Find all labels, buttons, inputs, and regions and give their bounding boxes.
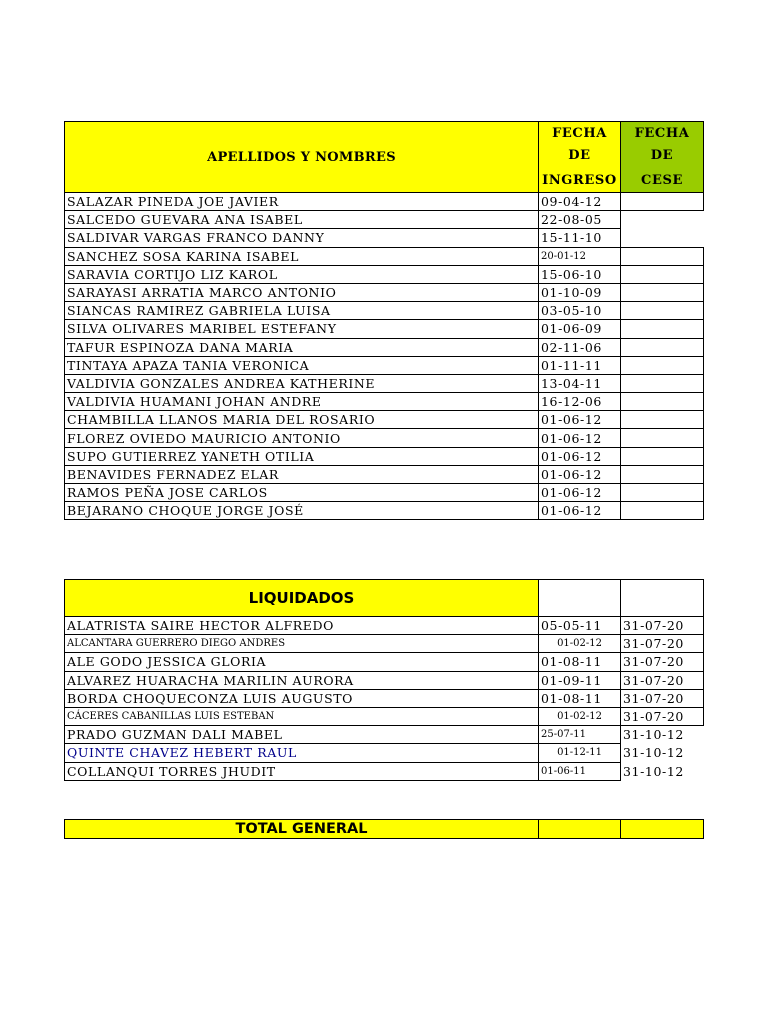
table-row: [65, 671, 704, 689]
liquidado-cese: 31-10-12: [623, 727, 684, 743]
liquidado-name: ALVAREZ HUARACHA MARILIN AURORA: [65, 671, 539, 689]
table-row: [65, 635, 704, 653]
table-row: [65, 193, 704, 211]
liquidado-cese: 31-07-20: [621, 617, 704, 635]
table-row: [65, 726, 704, 744]
liquidado-name: ALCANTARA GUERRERO DIEGO ANDRES: [65, 635, 539, 653]
liquidados-header-row: [65, 580, 704, 617]
employee-ingreso: 01-06-12: [539, 484, 621, 502]
table-row: [65, 447, 704, 465]
table-row: [65, 356, 704, 374]
employee-name: BENAVIDES FERNADEZ ELAR: [65, 465, 539, 483]
employee-ingreso: 01-11-11: [539, 356, 621, 374]
liquidado-ingreso: 05-05-11: [539, 617, 621, 635]
table-row: [65, 283, 704, 301]
employee-ingreso: 15-06-10: [539, 265, 621, 283]
employee-cese: [621, 356, 704, 374]
liquidado-name: ALE GODO JESSICA GLORIA: [65, 653, 539, 671]
employee-cese: [621, 393, 704, 411]
employee-cese: [621, 302, 704, 320]
employee-cese: [621, 411, 704, 429]
employee-name: SARAYASI ARRATIA MARCO ANTONIO: [65, 283, 539, 301]
table-row: [65, 411, 704, 429]
liquidado-cese: 31-07-20: [621, 689, 704, 707]
employee-ingreso: 16-12-06: [539, 393, 621, 411]
employee-name: FLOREZ OVIEDO MAURICIO ANTONIO: [65, 429, 539, 447]
employee-name: SARAVIA CORTIJO LIZ KAROL: [65, 265, 539, 283]
total-blank: [621, 820, 704, 839]
liquidado-name: PRADO GUZMAN DALI MABEL: [65, 726, 539, 744]
employee-cese: [621, 374, 704, 392]
table-row: [65, 302, 704, 320]
liquidado-ingreso: 25-07-11: [539, 726, 621, 744]
employee-cese: [621, 429, 704, 447]
liquidados-title: LIQUIDADOS: [65, 580, 539, 617]
employee-cese: [621, 502, 704, 520]
employee-ingreso: 01-06-12: [539, 447, 621, 465]
table-row: [65, 265, 704, 283]
ingreso-column-header: FECHA DE INGRESO: [539, 122, 621, 193]
employee-name: TINTAYA APAZA TANIA VERONICA: [65, 356, 539, 374]
employee-ingreso: 09-04-12: [539, 193, 621, 211]
employee-name: RAMOS PEÑA JOSE CARLOS: [65, 484, 539, 502]
employee-cese: [621, 247, 704, 265]
employee-ingreso: 01-06-12: [539, 411, 621, 429]
total-table: [64, 819, 704, 839]
employee-cese: [621, 338, 704, 356]
table-row: [65, 465, 704, 483]
liquidado-cese: 31-07-20: [621, 653, 704, 671]
table-row: [65, 320, 704, 338]
employee-cese: [621, 211, 704, 229]
employee-name: CHAMBILLA LLANOS MARIA DEL ROSARIO: [65, 411, 539, 429]
total-row: [65, 820, 704, 839]
table-row: [65, 429, 704, 447]
cese-column-header: FECHA DE CESE: [621, 122, 704, 193]
table-row: [65, 762, 704, 780]
liquidado-ingreso: 01-02-12: [539, 635, 621, 653]
employee-cese: [621, 193, 704, 211]
table-row: [65, 653, 704, 671]
liquidados-body: [65, 617, 704, 781]
liquidado-ingreso: 01-08-11: [539, 653, 621, 671]
liquidado-name: ALATRISTA SAIRE HECTOR ALFREDO: [65, 617, 539, 635]
employee-ingreso: 15-11-10: [539, 229, 621, 247]
table-row: [65, 229, 704, 247]
employee-ingreso: 01-06-12: [539, 429, 621, 447]
liquidado-name: CÁCERES CABANILLAS LUIS ESTEBAN: [65, 707, 539, 725]
liquidado-cese: 31-10-12: [623, 745, 684, 761]
employee-name: BEJARANO CHOQUE JORGE JOSÉ: [65, 502, 539, 520]
liquidado-name: QUINTE CHAVEZ HEBERT RAUL: [65, 744, 539, 762]
table-row: [65, 211, 704, 229]
employee-ingreso: 01-06-09: [539, 320, 621, 338]
table-row: [65, 374, 704, 392]
liquidado-cese: 31-07-20: [621, 707, 704, 725]
liquidado-ingreso: 01-12-11: [539, 744, 621, 762]
employees-body: [65, 193, 704, 520]
liquidado-cese: 31-10-12: [623, 763, 684, 779]
table-row: [65, 393, 704, 411]
employee-cese: [621, 265, 704, 283]
table-row: [65, 484, 704, 502]
liquidado-ingreso: 01-06-11: [539, 762, 621, 780]
employee-ingreso: 01-10-09: [539, 283, 621, 301]
employee-name: SUPO GUTIERREZ YANETH OTILIA: [65, 447, 539, 465]
total-general-label: TOTAL GENERAL: [65, 820, 539, 839]
employee-cese: [621, 484, 704, 502]
liquidado-cese: 31-07-20: [621, 635, 704, 653]
employee-cese: [621, 320, 704, 338]
liquidado-ingreso: 01-02-12: [539, 707, 621, 725]
names-column-header: APELLIDOS Y NOMBRES: [65, 122, 539, 193]
employee-cese: [621, 447, 704, 465]
table-row: [65, 338, 704, 356]
table-row: [65, 502, 704, 520]
employees-table: [64, 121, 704, 520]
employee-name: SILVA OLIVARES MARIBEL ESTEFANY: [65, 320, 539, 338]
employee-ingreso: 02-11-06: [539, 338, 621, 356]
employee-ingreso: 01-06-12: [539, 465, 621, 483]
employees-header-row: [65, 122, 704, 193]
employee-name: SANCHEZ SOSA KARINA ISABEL: [65, 247, 539, 265]
table-row: [65, 617, 704, 635]
liquidado-name: COLLANQUI TORRES JHUDIT: [65, 762, 539, 780]
employee-name: SALDIVAR VARGAS FRANCO DANNY: [65, 229, 539, 247]
table-row: [65, 689, 704, 707]
employee-name: VALDIVIA GONZALES ANDREA KATHERINE: [65, 374, 539, 392]
table-row: [65, 707, 704, 725]
employee-name: VALDIVIA HUAMANI JOHAN ANDRE: [65, 393, 539, 411]
liquidado-cese: 31-07-20: [621, 671, 704, 689]
employee-name: SIANCAS RAMIREZ GABRIELA LUISA: [65, 302, 539, 320]
table-row: [65, 744, 704, 762]
liquidados-header-blank: [539, 580, 621, 617]
employee-cese: [621, 229, 704, 247]
employee-name: TAFUR ESPINOZA DANA MARIA: [65, 338, 539, 356]
total-blank: [539, 820, 621, 839]
employee-ingreso: 13-04-11: [539, 374, 621, 392]
employee-name: SALAZAR PINEDA JOE JAVIER: [65, 193, 539, 211]
employee-ingreso: 01-06-12: [539, 502, 621, 520]
employee-ingreso: 20-01-12: [539, 247, 621, 265]
liquidado-name: BORDA CHOQUECONZA LUIS AUGUSTO: [65, 689, 539, 707]
employee-ingreso: 22-08-05: [539, 211, 621, 229]
liquidados-header-blank: [621, 580, 704, 617]
employee-name: SALCEDO GUEVARA ANA ISABEL: [65, 211, 539, 229]
liquidados-table: [64, 579, 704, 781]
employee-ingreso: 03-05-10: [539, 302, 621, 320]
employee-cese: [621, 283, 704, 301]
liquidado-ingreso: 01-09-11: [539, 671, 621, 689]
employee-cese: [621, 465, 704, 483]
table-row: [65, 247, 704, 265]
liquidado-ingreso: 01-08-11: [539, 689, 621, 707]
